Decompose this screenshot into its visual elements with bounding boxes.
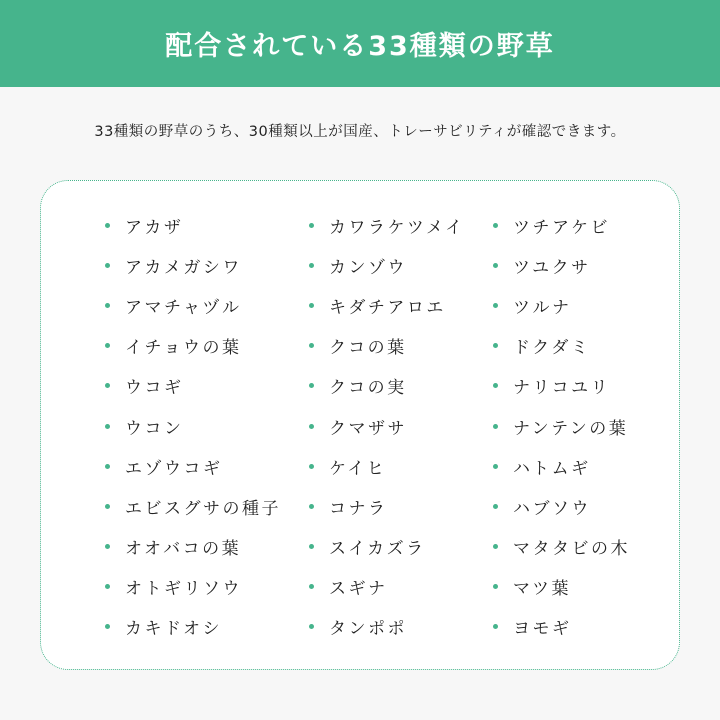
herb-name: タンポポ	[329, 619, 407, 640]
page-title: 配合されている33種類の野草	[165, 31, 555, 62]
herb-name: ヨモギ	[513, 619, 572, 640]
herb-list-item	[105, 607, 281, 647]
herb-list-item	[105, 285, 281, 325]
bullet-dot-icon	[493, 303, 498, 308]
herb-list-item	[493, 285, 630, 325]
bullet-dot-icon	[105, 263, 110, 268]
bullet-dot-icon	[105, 624, 110, 629]
herb-name: カワラケツメイ	[329, 217, 465, 238]
herb-list-item	[309, 607, 465, 647]
herb-list-item	[105, 245, 281, 285]
bullet-dot-icon	[493, 464, 498, 469]
herb-list-item	[105, 567, 281, 607]
herb-name: ツチアケビ	[513, 217, 610, 238]
herb-name: キダチアロエ	[329, 297, 446, 318]
bullet-dot-icon	[493, 424, 498, 429]
herb-column-1	[105, 205, 281, 647]
herb-name: ハトムギ	[513, 458, 591, 479]
herb-list-item	[309, 285, 465, 325]
bullet-dot-icon	[309, 504, 314, 509]
bullet-dot-icon	[105, 584, 110, 589]
herb-list-panel	[40, 180, 680, 670]
bullet-dot-icon	[309, 624, 314, 629]
herb-name: アカメガシワ	[125, 257, 242, 278]
herb-list-item	[309, 245, 465, 285]
bullet-dot-icon	[493, 544, 498, 549]
herb-list-item	[493, 366, 630, 406]
herb-list-item	[309, 567, 465, 607]
herb-list-item	[309, 446, 465, 486]
herb-list-item	[105, 205, 281, 245]
bullet-dot-icon	[105, 424, 110, 429]
bullet-dot-icon	[105, 223, 110, 228]
herb-name: マタタビの木	[513, 539, 630, 560]
herb-list-item	[309, 486, 465, 526]
herb-list-item	[493, 486, 630, 526]
herb-name: アマチャヅル	[125, 297, 242, 318]
bullet-dot-icon	[493, 504, 498, 509]
herb-name: ナリコユリ	[513, 378, 611, 399]
herb-list-item	[309, 366, 465, 406]
bullet-dot-icon	[105, 343, 110, 348]
herb-name: ケイヒ	[329, 458, 387, 479]
herb-name: ドクダミ	[513, 338, 591, 359]
herb-name: ナンテンの葉	[513, 418, 629, 439]
herb-list-item	[105, 446, 281, 486]
herb-name: ウコン	[125, 418, 184, 439]
herb-column-2	[309, 205, 465, 647]
herb-list-item	[493, 446, 630, 486]
herb-name: イチョウの葉	[125, 338, 242, 359]
herb-name: スギナ	[329, 579, 388, 600]
bullet-dot-icon	[105, 383, 110, 388]
bullet-dot-icon	[105, 504, 110, 509]
bullet-dot-icon	[493, 263, 498, 268]
herb-name: ツユクサ	[513, 257, 591, 278]
bullet-dot-icon	[309, 584, 314, 589]
bullet-dot-icon	[105, 303, 110, 308]
herb-name: ツルナ	[513, 297, 572, 318]
herb-name: アカザ	[125, 217, 184, 238]
bullet-dot-icon	[105, 544, 110, 549]
bullet-dot-icon	[309, 544, 314, 549]
bullet-dot-icon	[309, 223, 314, 228]
bullet-dot-icon	[309, 263, 314, 268]
bullet-dot-icon	[309, 383, 314, 388]
herb-list-item	[493, 527, 630, 567]
header-banner	[0, 0, 720, 87]
herb-list-item	[105, 406, 281, 446]
herb-name: カンゾウ	[329, 257, 407, 278]
bullet-dot-icon	[309, 303, 314, 308]
bullet-dot-icon	[493, 624, 498, 629]
herb-list-item	[105, 366, 281, 406]
herb-name: クコの葉	[329, 338, 407, 359]
herb-list-item	[105, 527, 281, 567]
herb-list-item	[493, 567, 630, 607]
herb-list-item	[309, 406, 465, 446]
herb-list-item	[493, 326, 630, 366]
herb-name: クマザサ	[329, 418, 407, 439]
bullet-dot-icon	[309, 424, 314, 429]
herb-name: クコの実	[329, 378, 407, 399]
herb-column-3	[493, 205, 630, 647]
herb-name: カキドオシ	[125, 619, 222, 640]
bullet-dot-icon	[493, 584, 498, 589]
herb-list-item	[105, 486, 281, 526]
herb-name: エビスグサの種子	[125, 498, 281, 519]
herb-list-item	[493, 205, 630, 245]
bullet-dot-icon	[493, 383, 498, 388]
bullet-dot-icon	[493, 343, 498, 348]
herb-name: ウコギ	[125, 378, 184, 399]
herb-name: オオバコの葉	[125, 539, 242, 560]
herb-list-item	[309, 527, 465, 567]
bullet-dot-icon	[493, 223, 498, 228]
herb-list-item	[493, 245, 630, 285]
bullet-dot-icon	[309, 464, 314, 469]
herb-list-item	[309, 326, 465, 366]
bullet-dot-icon	[105, 464, 110, 469]
herb-name: スイカズラ	[329, 539, 426, 560]
bullet-dot-icon	[309, 343, 314, 348]
herb-list-item	[493, 406, 630, 446]
herb-list-item	[493, 607, 630, 647]
herb-name: コナラ	[329, 498, 388, 519]
herb-name: オトギリソウ	[125, 579, 242, 600]
herb-name: マツ葉	[513, 579, 571, 600]
herb-list-item	[105, 326, 281, 366]
herb-name: ハブソウ	[513, 498, 591, 519]
herb-list-item	[309, 205, 465, 245]
herb-name: エゾウコギ	[125, 458, 223, 479]
subtitle-text: 33種類の野草のうち、30種類以上が国産、トレーサビリティが確認できます。	[94, 124, 626, 140]
